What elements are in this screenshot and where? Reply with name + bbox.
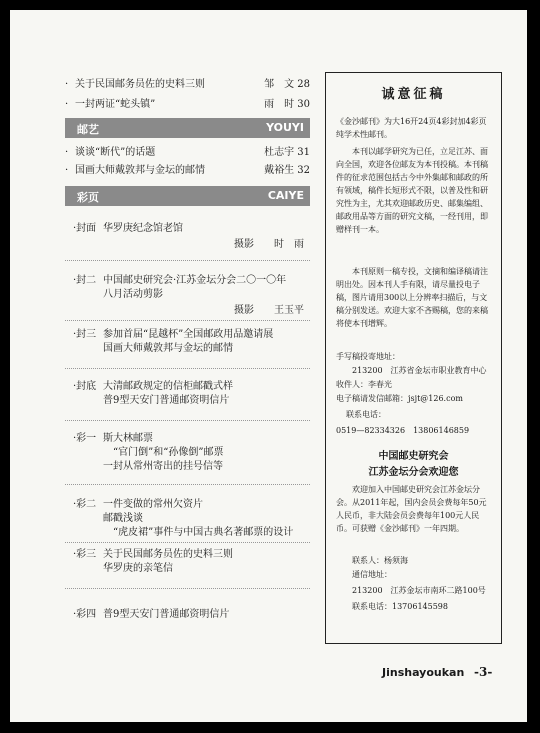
notice-paragraph: 本刊以邮学研究为已任，立足江苏、面向全国，欢迎各位邮友为本刊投稿。本刊稿件的征求范围包括古今中外集邮和邮政的所有领域，稿件长短形式不限，以普及性和研究性为主，尤其欢迎邮政历史、邮集编组、邮政用品等方面的研究文稿，一经刊用，即赠样刊一本。 bbox=[336, 147, 488, 234]
divider bbox=[65, 484, 310, 485]
divider bbox=[65, 260, 310, 261]
email-line: 电子稿请发信邮箱：jsjt@126.com bbox=[336, 394, 463, 403]
divider bbox=[65, 320, 310, 321]
contact-line: 213200 江苏金坛市南环二路100号 bbox=[352, 586, 486, 595]
journal-page: · 关于民国邮务员佐的史料三则 邹 文 28 · 一封两证“蛇头镇” 雨 时 30 邮艺 YOUYI · 谈谈“断代”的话题 杜志宇 31 · 国画大师戴敦邦与金坛的邮情 戴裕生 32 彩页 CAIYE ·封面 华罗庚纪念馆老馆 摄影 时 雨 ·封二 中国邮史研究会·江苏金坛分会二〇一〇年 八月活动剪影 摄影 王玉平 ·封三 参加首届“昆越杯”全国邮政用品邀请展 国画大师戴敦邦与金坛的邮情 ·封底 大清邮政规定的信柜邮戳式样 普9型天安门普通邮资明信片 ·彩一 斯大林邮票 “官门倒”和“孙像倒”邮票 一封从常州寄出的挂号信等 ·彩二 一件变做的常州欠资片 邮戳浅谈 “虎皮裙”事件与中国古典名著邮票的设计 ·彩三 关于民国邮务员佐的史料三则 华罗庚的亲笔信 ·彩四 普9型天安门普通邮资明信片 诚意征稿 《金沙邮刊》为大16开24页4彩封加4彩页纯学术性邮刊。 本刊以邮学研究为已任，立足江苏、面向全国，欢迎各位邮友为本刊投稿。本刊稿件的征求范围包括古今中外集邮和邮政的所有领域，稿件长短形式不限，以普及性和研究性为主，尤其欢迎邮政历史、邮集编组、邮政用品等方面的研究文稿，一经刊用，即赠样刊一本。 本刊原则一稿专投，文摘和编译稿请注明出处。因本刊人手有限，请尽量投电子稿，图片请用300以上分辨率扫描后，与文稿分别发送。欢迎大家不吝赐稿，您的来稿将使本刊增辉。 手写稿投寄地址： 213200 江苏省金坛市职业教育中心 收件人：李春光 电子稿请发信邮箱：jsjt@126.com 联系电话： 0519—82334326 13806146859 中国邮史研究会 江苏金坛分会欢迎您 欢迎加入中国邮史研究会江苏金坛分会。从2011年起，国内会员会费每年50元人民币，非大陆会员会费每年100元人民币。可获赠《金沙邮刊》一年四期。 联系人：杨须海 通信地址： 213200 江苏金坛市南环二路100号 联系电话：13706145598 Jinshayoukan -3- bbox=[10, 10, 527, 722]
phone-label: 联系电话： bbox=[346, 410, 386, 419]
address-line: 213200 江苏省金坛市职业教育中心 bbox=[352, 366, 487, 375]
phone-numbers: 0519—82334326 13806146859 bbox=[336, 426, 470, 435]
society-paragraph: 欢迎加入中国邮史研究会江苏金坛分会。从2011年起，国内会员会费每年50元人民币，非大陆会员会费每年100元人民币。可获赠《金沙邮刊》一年四期。 bbox=[336, 485, 487, 533]
divider bbox=[65, 420, 310, 421]
contact-line: 联系人：杨须海 bbox=[352, 556, 408, 565]
divider bbox=[65, 368, 310, 369]
notice-paragraph: 《金沙邮刊》为大16开24页4彩封加4彩页纯学术性邮刊。 bbox=[336, 117, 487, 139]
divider bbox=[65, 542, 310, 543]
page-number: -3- bbox=[474, 665, 493, 679]
contact-line: 联系电话：13706145598 bbox=[352, 602, 448, 611]
address-label: 手写稿投寄地址： bbox=[336, 352, 400, 361]
divider bbox=[65, 588, 310, 589]
section-header-caiye: 彩页 CAIYE bbox=[65, 186, 310, 206]
section-header-youyi: 邮艺 YOUYI bbox=[65, 118, 310, 138]
society-welcome: 江苏金坛分会欢迎您 bbox=[368, 467, 459, 478]
society-title: 中国邮史研究会 bbox=[378, 451, 449, 462]
call-for-papers-box bbox=[325, 72, 502, 644]
journal-name: Jinshayoukan bbox=[382, 666, 465, 679]
notice-paragraph: 本刊原则一稿专投，文摘和编译稿请注明出处。因本刊人手有限，请尽量投电子稿，图片请用300以上分辨率扫描后，与文稿分别发送。欢迎大家不吝赐稿，您的来稿将使本刊增辉。 bbox=[336, 267, 488, 328]
notice-title: 诚意征稿 bbox=[381, 87, 446, 102]
contact-line: 通信地址： bbox=[352, 570, 392, 579]
recipient: 收件人：李春光 bbox=[336, 380, 392, 389]
